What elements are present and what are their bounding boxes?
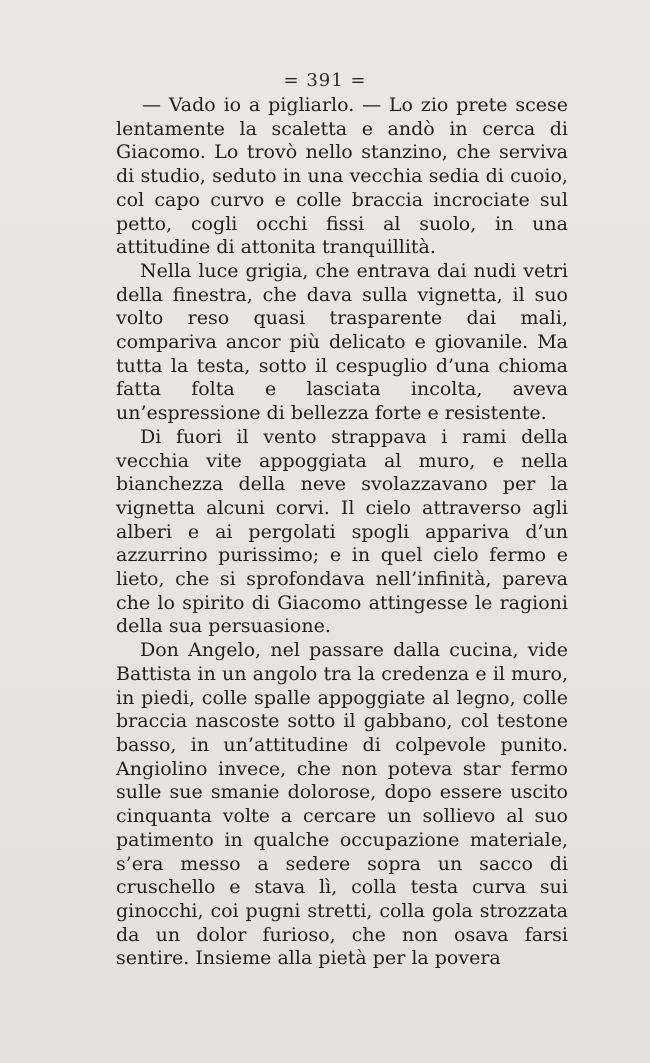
paragraph-4: Don Angelo, nel passare dalla cucina, vide Battista in un angolo tra la credenza e il muro, in piedi, colle spalle appoggiate al legno, colle braccia nascoste sotto il gabbano, col testone basso, in un’attitudine di colpevole punito. Angiolino invece, che non poteva star fermo sulle sue smanie dolorose, dopo essere uscito cinquanta volte a cercare un sollievo al suo patimento in qualche occupazione materiale, s’era messo a sedere sopra un sacco di cruschello e stava lì, colla testa curva sui ginocchi, coi pugni stretti, colla gola strozzata da un dolor furioso, che non osava farsi sentire. Insieme alla pietà per la povera [116,639,568,970]
body-text [116,94,568,971]
page-number: = 391 = [283,70,367,91]
paragraph-3: Di fuori il vento strappava i rami della vecchia vite appoggiata al muro, e nella bianchezza della neve svolazzavano per la vignetta alcuni corvi. Il cielo attraverso agli alberi e ai pergolati spogli appariva d’un azzurrino purissimo; e in quel cielo fermo e lieto, che si sprofondava nell’infinità, pareva che lo spirito di Giacomo attingesse le ragioni della sua persuasione. [116,425,568,638]
paragraph-1: — Vado io a pigliarlo. — Lo zio prete scese lentamente la scaletta e andò in cerca di Giacomo. Lo trovò nello stanzino, che serviva di studio, seduto in una vecchia sedia di cuoio, col capo curvo e colle braccia incrociate sul petto, cogli occhi fissi al suolo, in una attitudine di attonita tranquillità. [116,94,568,259]
paragraph-2: Nella luce grigia, che entrava dai nudi vetri della finestra, che dava sulla vignetta, il suo volto reso quasi trasparente dai mali, compariva ancor più delicato e giovanile. Ma tutta la testa, sotto il cespuglio d’una chioma fatta folta e lasciata incolta, aveva un’espressione di bellezza forte e resistente. [116,259,568,425]
